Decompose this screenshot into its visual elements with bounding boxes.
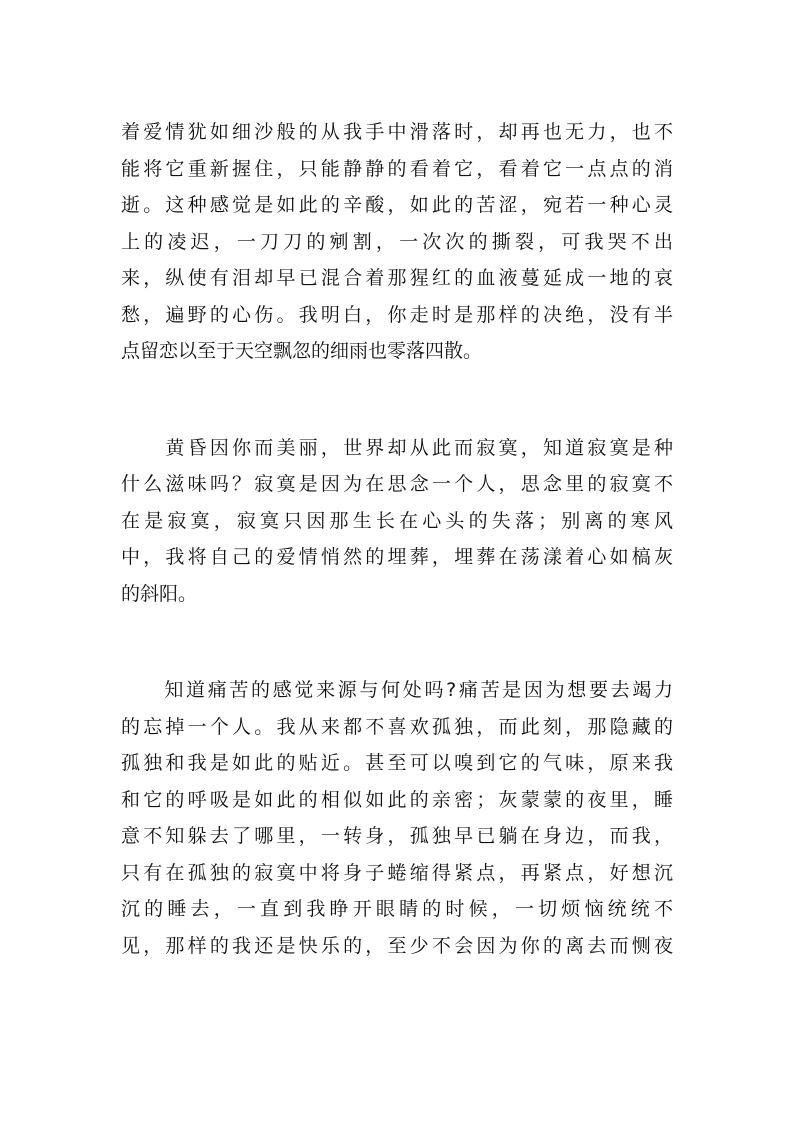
text-line: 着爱情犹如细沙般的从我手中滑落时，却再也无力，也不: [121, 121, 673, 143]
text-line: 沉的睡去，一直到我睁开眼睛的时候，一切烦恼统统不: [121, 898, 673, 920]
text-line: 上的凌迟，一刀刀的剜割，一次次的撕裂，可我哭不出: [121, 230, 673, 253]
text-line: 的斜阳。: [121, 582, 198, 605]
text-line: 孤独和我是如此的贴近。甚至可以嗅到它的气味，原来我: [121, 752, 673, 774]
paragraph-gap: [121, 612, 673, 672]
text-line: 见，那样的我还是快乐的，至少不会因为你的离去而恻夜: [121, 934, 673, 957]
paragraph-1: [121, 114, 673, 370]
text-line: 和它的呼吸是如此的相似如此的亲密；灰蒙蒙的夜里，睡: [121, 788, 673, 811]
document-page: [121, 114, 673, 964]
text-line: 在是寂寞，寂寞只因那生长在心头的失落；别离的寒风: [121, 509, 673, 532]
text-line: 能将它重新握住，只能静静的看着它，看着它一点点的消: [121, 157, 673, 180]
text-line: 什么滋味吗？寂寞是因为在思念一个人，思念里的寂寞不: [121, 473, 673, 495]
paragraph-3: [121, 672, 673, 964]
text-line: 的忘掉一个人。我从来都不喜欢孤独，而此刻，那隐藏的: [121, 715, 673, 738]
paragraph-2: [121, 430, 673, 613]
text-line: 点留恋以至于天空飘忽的细雨也零落四散。: [121, 340, 483, 362]
text-line: 愁，遍野的心伤。我明白，你走时是那样的决绝，没有半: [121, 303, 673, 326]
text-line: 来，纵使有泪却早已混合着那猩红的血液蔓延成一地的哀: [121, 267, 673, 289]
paragraph-gap: [121, 370, 673, 430]
text-line: 中，我将自己的爱情悄然的埋葬，埋葬在荡漾着心如槁灰: [121, 546, 673, 568]
text-line: 意不知躲去了哪里，一转身，孤独早已躺在身边，而我，: [121, 825, 673, 847]
text-line: 知道痛苦的感觉来源与何处吗?痛苦是因为想要去竭力: [121, 679, 673, 701]
text-line: 黄昏因你而美丽，世界却从此而寂寞，知道寂寞是种: [121, 436, 673, 459]
text-line: 只有在孤独的寂寞中将身子蜷缩得紧点，再紧点，好想沉: [121, 861, 673, 884]
text-line: 逝。这种感觉是如此的辛酸，如此的苦涩，宛若一种心灵: [121, 194, 673, 216]
